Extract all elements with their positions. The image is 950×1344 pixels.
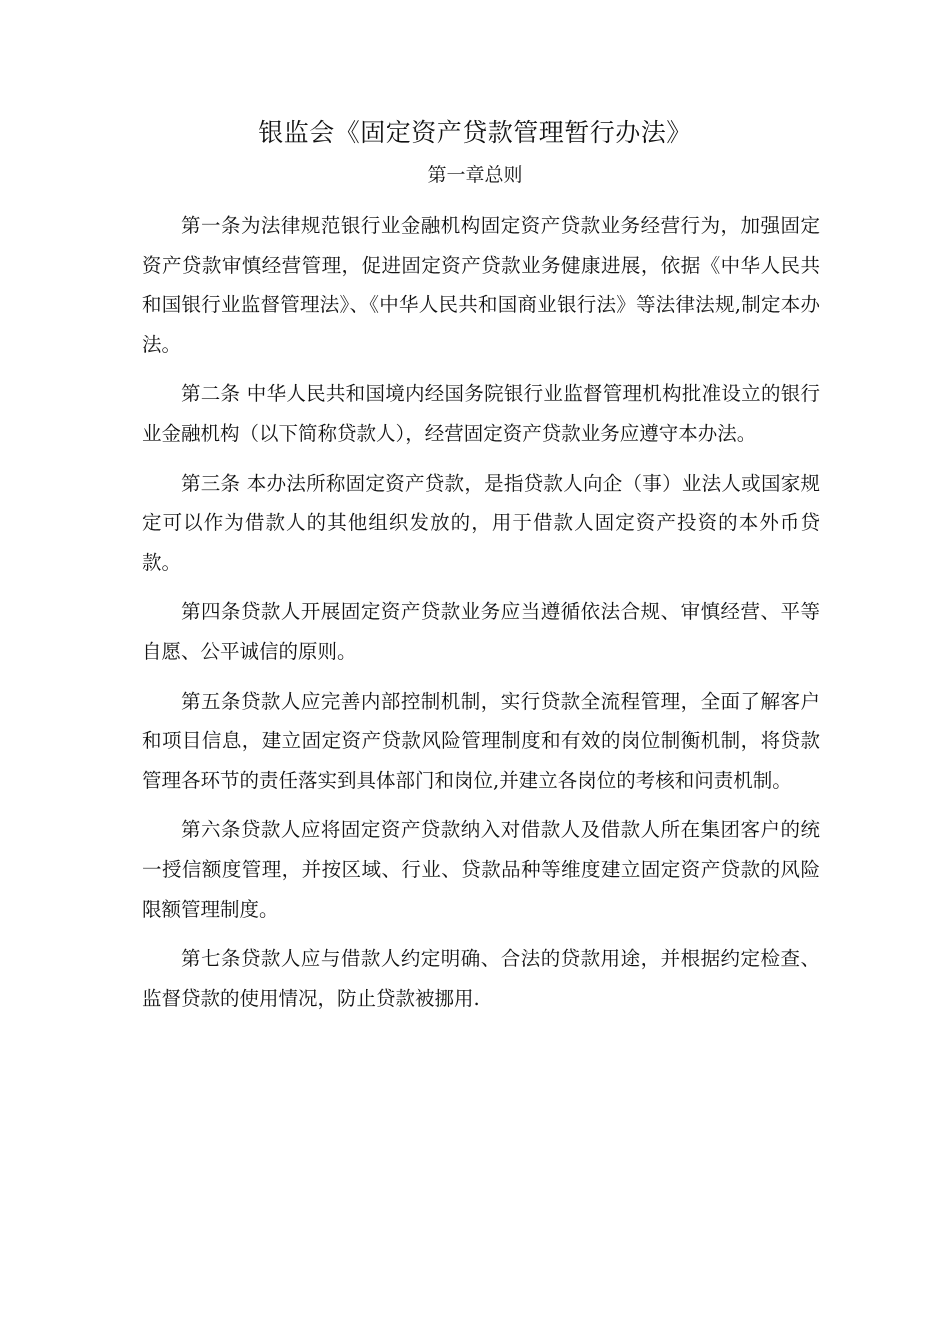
document-title: 银监会《固定资产贷款管理暂行办法》 xyxy=(258,118,692,147)
article-6: 第六条贷款人应将固定资产贷款纳入对借款人及借款人所在集团客户的统一授信额度管理，并按区域、行业、贷款品种等维度建立固定资产贷款的风险限额管理制度。 xyxy=(142,818,820,921)
article-7: 第七条贷款人应与借款人约定明确、合法的贷款用途，并根据约定检查、监督贷款的使用情况，防止贷款被挪用. xyxy=(142,947,820,1010)
article-2: 第二条 中华人民共和国境内经国务院银行业监督管理机构批准设立的银行业金融机构（以下简称贷款人），经营固定资产贷款业务应遵守本办法。 xyxy=(142,382,820,445)
article-5: 第五条贷款人应完善内部控制机制，实行贷款全流程管理，全面了解客户和项目信息，建立固定资产贷款风险管理制度和有效的岗位制衡机制，将贷款管理各环节的责任落实到具体部门和岗位,并建立各岗位的考核和问责机制。 xyxy=(142,689,820,792)
chapter-heading: 第一章总则 xyxy=(427,164,523,186)
article-3: 第三条 本办法所称固定资产贷款，是指贷款人向企（事）业法人或国家规定可以作为借款人的其他组织发放的，用于借款人固定资产投资的本外币贷款。 xyxy=(142,471,820,574)
document-body xyxy=(142,206,820,1018)
article-1: 第一条为法律规范银行业金融机构固定资产贷款业务经营行为，加强固定资产贷款审慎经营管理，促进固定资产贷款业务健康进展，依据《中华人民共和国银行业监督管理法》、《中华人民共和国商业银行法》等法律法规,制定本办法。 xyxy=(142,214,820,356)
article-4: 第四条贷款人开展固定资产贷款业务应当遵循依法合规、审慎经营、平等自愿、公平诚信的原则。 xyxy=(142,600,820,663)
